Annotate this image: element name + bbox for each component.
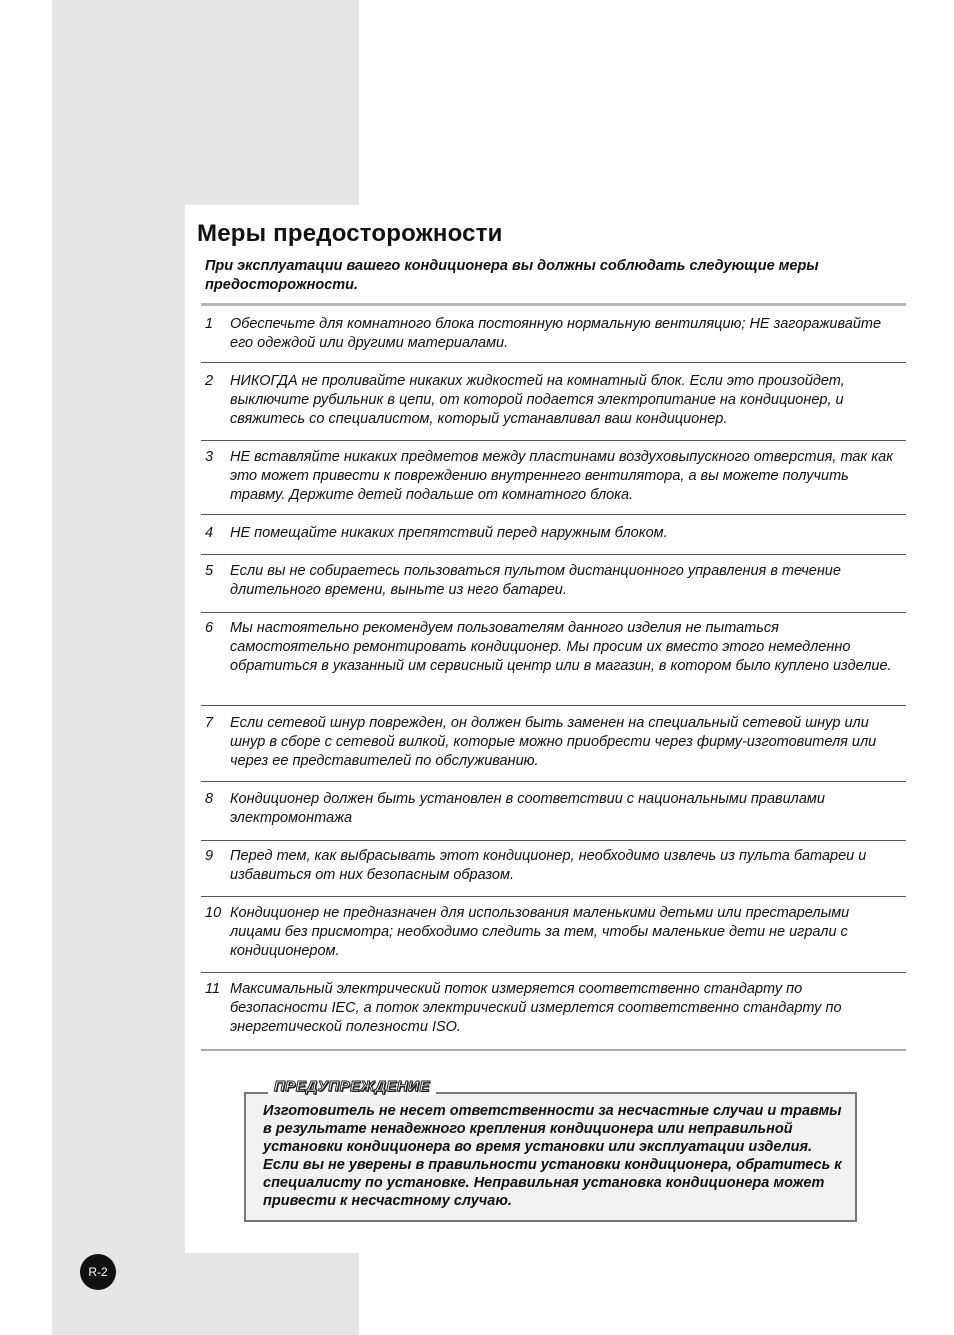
precaution-item [201, 714, 906, 782]
precaution-item [201, 372, 906, 441]
item-number: 4 [205, 525, 214, 541]
item-number: 5 [205, 563, 214, 579]
item-number: 2 [205, 373, 214, 389]
precaution-item [201, 847, 906, 897]
item-number: 1 [205, 316, 214, 332]
item-text: НИКОГДА не проливайте никаких жидкостей на комнатный блок. Если это произойдет, выключите рубильник в цепи, от которой подается электропитание на кондиционер, и свяжитесь со специалистом, который устанавливал ваш кондиционер. [230, 373, 845, 427]
item-text: Перед тем, как выбрасывать этот кондиционер, необходимо извлечь из пульта батареи и избавиться от них безопасным образом. [230, 848, 867, 883]
item-number: 9 [205, 848, 214, 864]
precaution-item [201, 524, 906, 555]
item-text: Если сетевой шнур поврежден, он должен быть заменен на специальный сетевой шнур или шнур в сборе с сетевой вилкой, которые можно приобрести через фирму-изготовителя или через ее представителей по обслуживанию. [230, 715, 877, 769]
precaution-item [201, 904, 906, 973]
precaution-item [201, 619, 906, 706]
page-title: Меры предосторожности [197, 220, 503, 247]
item-text: Обеспечьте для комнатного блока постоянную нормальную вентиляцию; НЕ загораживайте его одеждой или другими материалами. [230, 316, 882, 351]
warning-text: Изготовитель не несет ответственности за несчастные случаи и травмы в результате ненадежного крепления кондиционера или неправильной установки кондиционера во время установки или эксплуатации изделия. Если вы не уверены в правильности установки кондиционера, обратитесь к специалисту по установке. Неправильная установка кондиционера может привести к несчастному случаю. [263, 1103, 842, 1209]
item-number: 10 [205, 905, 222, 921]
item-number: 3 [205, 449, 214, 465]
item-number: 7 [205, 715, 214, 731]
item-number: 11 [205, 981, 221, 997]
precaution-item [201, 315, 906, 363]
item-text: Максимальный электрический поток измеряется соответственно стандарту по безопасности IEC, а поток электрический измерлется соответственно стандарту по энергетической полезности ISO. [230, 981, 842, 1035]
item-text: НЕ вставляйте никаких предметов между пластинами воздуховыпускного отверстия, так как это может привести к повреждению внутреннего вентилятора, а вы можете получить травму. Держите детей подальше от комнатного блока. [230, 449, 894, 503]
item-text: Кондиционер должен быть установлен в соответствии с национальными правилами электромонтажа [230, 791, 825, 826]
item-text: НЕ помещайте никаких препятствий перед наружным блоком. [230, 525, 668, 541]
item-number: 6 [205, 620, 214, 636]
intro-divider [201, 303, 906, 306]
item-text: Если вы не собираетесь пользоваться пультом дистанционного управления в течение длительного времени, выньте из него батареи. [230, 563, 841, 598]
intro-text: При эксплуатации вашего кондиционера вы должны соблюдать следующие меры предосторожности. [205, 258, 819, 293]
precaution-item [201, 562, 906, 613]
precaution-item [201, 448, 906, 515]
item-text: Кондиционер не предназначен для использования маленькими детьми или престарелыми лицами без присмотра; необходимо следить за тем, чтобы маленькие дети не играли с кондиционером. [230, 905, 850, 959]
warning-label: ПРЕДУПРЕЖДЕНИЕ [268, 1078, 436, 1095]
precaution-item [201, 790, 906, 841]
precaution-item [201, 980, 906, 1051]
item-number: 8 [205, 791, 214, 807]
item-text: Мы настоятельно рекомендуем пользователям данного изделия не пытаться самостоятельно ремонтировать кондиционер. Мы просим их вместо этого немедленно обратиться в указанный им сервисный центр или в магазин, в котором было куплено изделие. [230, 620, 892, 674]
page-number-badge: R-2 [80, 1254, 116, 1290]
